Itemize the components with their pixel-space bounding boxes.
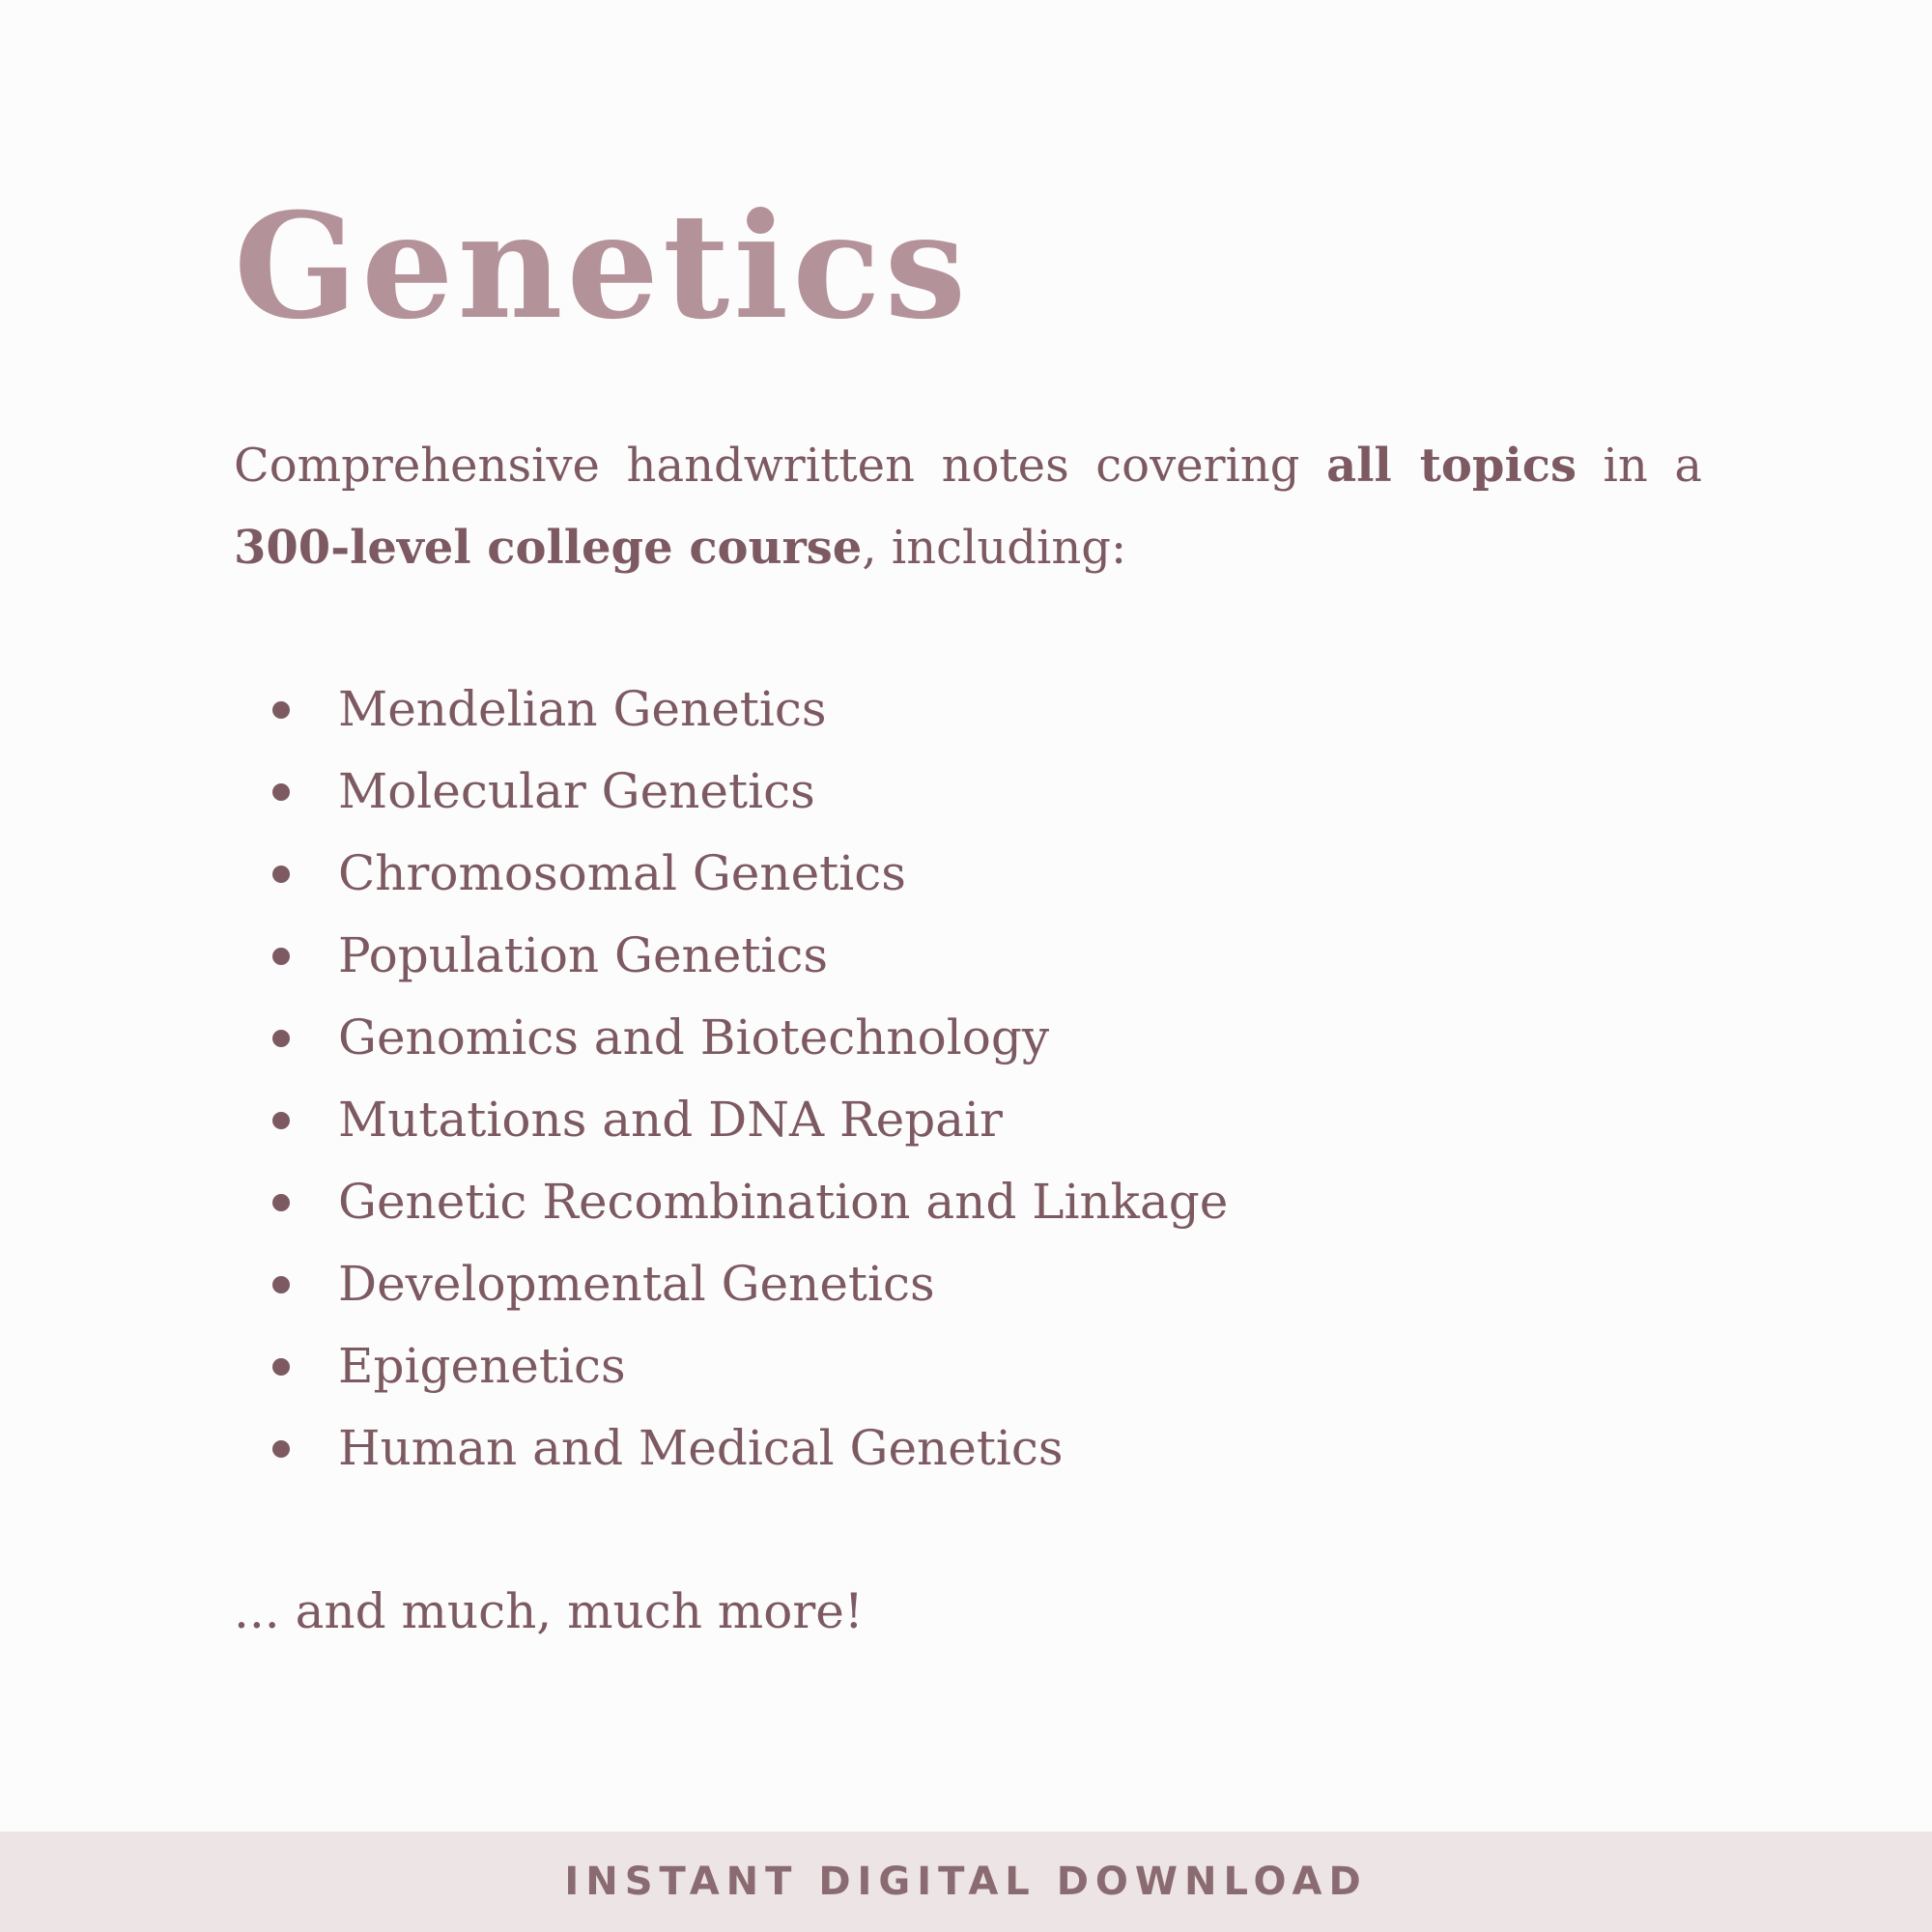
list-item (272, 1407, 1228, 1490)
list-item (272, 1325, 1228, 1407)
intro-bold-course-level: 300-level college course (234, 521, 863, 575)
bullet-icon (272, 783, 290, 801)
list-item (272, 668, 1228, 751)
bullet-icon (272, 1276, 290, 1293)
topic-list (272, 668, 1228, 1490)
page-title: Genetics (234, 182, 971, 352)
topic-label: Molecular Genetics (338, 763, 815, 819)
topic-label: Mutations and DNA Repair (338, 1092, 1003, 1148)
bullet-icon (272, 948, 290, 965)
list-item (272, 915, 1228, 997)
intro-text-1: Comprehensive handwritten notes covering (234, 439, 1327, 493)
topic-label: Genomics and Biotechnology (338, 1009, 1050, 1065)
bullet-icon (272, 1440, 290, 1458)
topic-label: Epigenetics (338, 1338, 626, 1394)
list-item (272, 751, 1228, 833)
footer-label: INSTANT DIGITAL DOWNLOAD (564, 1860, 1368, 1904)
list-item (272, 1243, 1228, 1325)
topic-label: Mendelian Genetics (338, 681, 827, 737)
topic-label: Chromosomal Genetics (338, 845, 906, 901)
bullet-icon (272, 1030, 290, 1047)
topic-label: Population Genetics (338, 927, 829, 983)
topic-label: Genetic Recombination and Linkage (338, 1174, 1229, 1230)
list-item (272, 1161, 1228, 1243)
list-item (272, 1079, 1228, 1161)
intro-bold-all-topics: all topics (1326, 439, 1577, 493)
topic-label: Human and Medical Genetics (338, 1420, 1064, 1476)
bullet-icon (272, 701, 290, 719)
bullet-icon (272, 1358, 290, 1376)
intro-text-2: in a (1576, 439, 1703, 493)
bullet-icon (272, 866, 290, 883)
intro-paragraph (234, 425, 1702, 589)
footer-banner (0, 1832, 1932, 1932)
list-item (272, 833, 1228, 915)
list-item (272, 997, 1228, 1079)
topic-label: Developmental Genetics (338, 1256, 935, 1312)
outro-text: ... and much, much more! (234, 1583, 864, 1639)
bullet-icon (272, 1194, 290, 1211)
bullet-icon (272, 1112, 290, 1129)
intro-text-3: , including: (862, 521, 1127, 575)
